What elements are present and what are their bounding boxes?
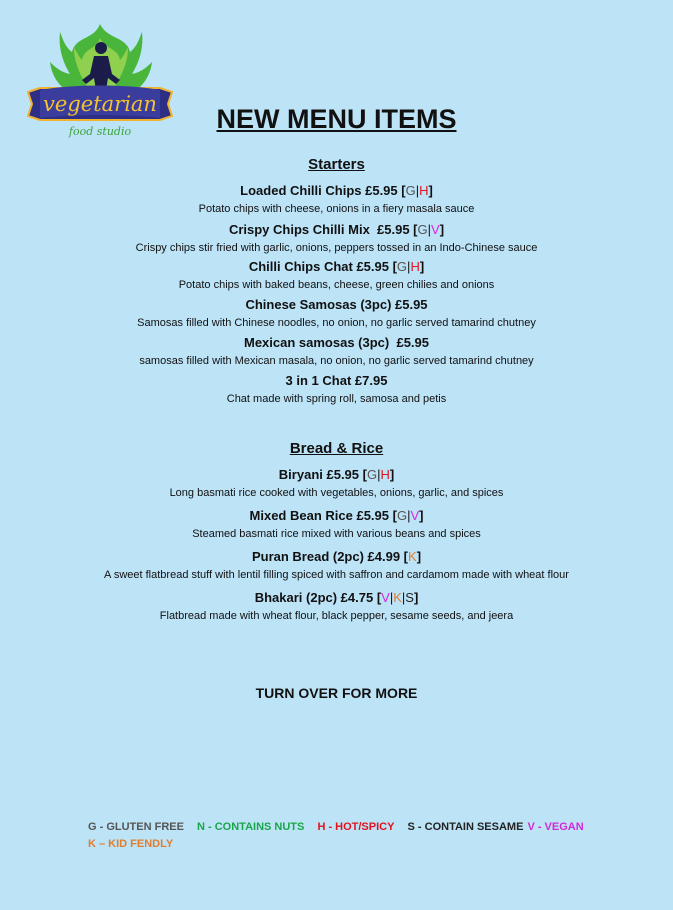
menu-item-description: Samosas filled with Chinese noodles, no onion, no garlic served tamarind chutney <box>137 317 536 329</box>
tag-close-bracket: ] <box>439 222 445 237</box>
tag-close-bracket: ] <box>416 549 422 564</box>
tag-close-bracket: ] <box>419 508 424 523</box>
tag-close-bracket: ] <box>419 259 425 274</box>
menu-item-name <box>0 548 673 566</box>
turn-over-notice: TURN OVER FOR MORE <box>255 685 418 701</box>
tag-separator: | <box>389 590 394 605</box>
allergen-legend <box>88 819 594 853</box>
diet-tag: G <box>417 222 428 237</box>
menu-item-description: Steamed basmati rice mixed with various beans and spices <box>192 528 481 540</box>
diet-tag: G <box>366 467 378 482</box>
logo-tagline: food studio <box>68 125 132 138</box>
starters-heading: Starters <box>308 156 365 173</box>
diet-tag: H <box>380 467 390 482</box>
menu-item-name <box>0 372 673 390</box>
diet-tag: V <box>381 590 390 605</box>
menu-item <box>0 296 673 331</box>
tag-close-bracket: ] <box>389 467 395 482</box>
menu-item-description: Long basmati rice cooked with vegetables, onions, garlic, and spices <box>169 487 504 499</box>
menu-item-name <box>0 334 673 352</box>
menu-item-description: Chat made with spring roll, samosa and petis <box>226 393 447 405</box>
legend-hot-spicy: H - HOT/SPICY <box>317 821 395 833</box>
legend-gluten-free: G - GLUTEN FREE <box>88 821 184 833</box>
menu-item-description: Flatbread made with wheat flour, black pepper, sesame seeds, and jeera <box>159 610 514 622</box>
menu-item-name <box>0 182 673 200</box>
menu-item <box>0 372 673 407</box>
tag-separator: | <box>415 183 420 198</box>
diet-tag: G <box>405 183 416 198</box>
menu-item-title: Puran Bread (2pc) £4.99 [ <box>251 549 409 564</box>
menu-item-name <box>0 296 673 314</box>
tag-separator: | <box>407 259 411 274</box>
menu-item <box>0 221 673 256</box>
menu-item-title: Chilli Chips Chat £5.95 [ <box>248 259 397 274</box>
menu-item-description: Crispy chips stir fried with garlic, onions, peppers tossed in an Indo-Chinese sauce <box>135 242 538 254</box>
menu-item <box>0 182 673 217</box>
menu-item-description: Potato chips with baked beans, cheese, green chilies and onions <box>178 279 495 291</box>
menu-item <box>0 548 673 583</box>
menu-item-description: Potato chips with cheese, onions in a fiery masala sauce <box>198 203 475 215</box>
diet-tag: S <box>405 590 414 605</box>
bread-rice-heading: Bread & Rice <box>289 440 384 457</box>
menu-item-title: Mixed Bean Rice £5.95 [ <box>249 508 397 523</box>
tag-separator: | <box>377 467 381 482</box>
tag-separator: | <box>407 508 411 523</box>
page-title: NEW MENU ITEMS <box>216 104 457 134</box>
tag-separator: | <box>401 590 406 605</box>
tag-separator: | <box>427 222 432 237</box>
legend-vegan: V - VEGAN <box>527 821 584 833</box>
menu-item-name <box>0 589 673 607</box>
menu-item <box>0 589 673 624</box>
menu-item-description: A sweet flatbread stuff with lentil filling spiced with saffron and cardamom made with wheat flour <box>104 569 569 581</box>
menu-item-description: samosas filled with Mexican masala, no onion, no garlic served tamarind chutney <box>139 355 534 367</box>
legend-contains-nuts: N - CONTAINS NUTS <box>197 821 305 833</box>
diet-tag: K <box>393 590 402 605</box>
menu-item-title: Loaded Chilli Chips £5.95 [ <box>240 183 406 198</box>
menu-item-title: Mexican samosas (3pc) £5.95 <box>244 335 429 350</box>
diet-tag: V <box>410 508 420 523</box>
menu-item-name <box>0 507 673 525</box>
diet-tag: G <box>396 259 408 274</box>
menu-item-title: Biryani £5.95 [ <box>278 467 367 482</box>
menu-item-name <box>0 466 673 484</box>
diet-tag: H <box>419 183 429 198</box>
menu-item-title: Crispy Chips Chilli Mix £5.95 [ <box>228 222 418 237</box>
menu-item-name <box>0 258 673 276</box>
menu-item-title: 3 in 1 Chat £7.95 <box>285 373 388 388</box>
legend-kid-friendly: K – KID FENDLY <box>88 838 174 850</box>
tag-close-bracket: ] <box>428 183 433 198</box>
menu-item-title: Bhakari (2pc) £4.75 [ <box>254 590 382 605</box>
diet-tag: H <box>410 259 420 274</box>
menu-item <box>0 258 673 293</box>
menu-item <box>0 507 673 542</box>
menu-item <box>0 466 673 501</box>
logo-wordmark: vegetarian <box>43 92 157 116</box>
diet-tag: G <box>396 508 408 523</box>
diet-tag: V <box>431 222 440 237</box>
menu-item <box>0 334 673 369</box>
diet-tag: K <box>408 549 417 564</box>
menu-item-name <box>0 221 673 239</box>
menu-item-title: Chinese Samosas (3pc) £5.95 <box>245 297 428 312</box>
tag-close-bracket: ] <box>413 590 419 605</box>
legend-contain-sesame: S - CONTAIN SESAME <box>407 821 524 833</box>
